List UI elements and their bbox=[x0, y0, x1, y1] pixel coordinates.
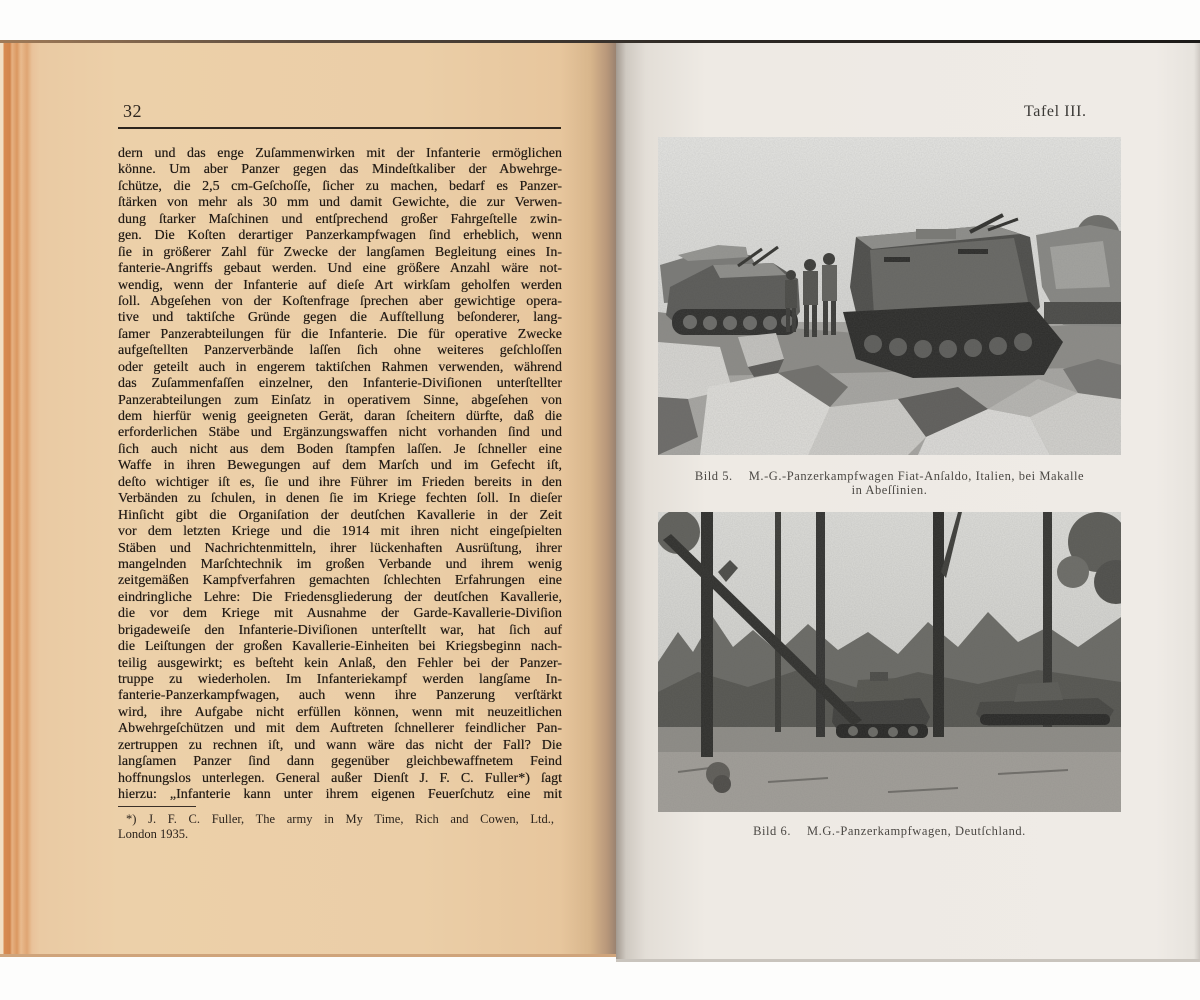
body-text-line: Verbänden zu ſchulen, in denen ſie im Kriege fechten ſoll. In dieſer bbox=[118, 491, 562, 507]
body-text bbox=[118, 146, 562, 804]
right-page-bottom-edge bbox=[616, 959, 1200, 962]
body-text-line: ſie in größerer Zahl für Zwecke der langſamen Begleitung eines In- bbox=[118, 244, 562, 260]
body-text-line: fanterie-Panzerkampfwagen, auch wenn ihre Panzerung verſtärkt bbox=[118, 688, 562, 704]
figure-number: Bild 5. bbox=[694, 469, 733, 483]
body-text-line: hoffnungslos unterlegen. General außer Dienſt J. F. C. Fuller*) ſagt bbox=[118, 770, 562, 786]
body-text-line: tive und taktiſche Gründe gegen die Aufſtellung beſonderer, lang- bbox=[118, 310, 562, 326]
left-page-bottom-edge bbox=[0, 954, 616, 957]
body-text-line: Hinſicht gibt die Organiſation der deutſchen Kavallerie in der Zeit bbox=[118, 507, 562, 523]
body-text-line: fanterie-Angriffs gebaut werden. Und eine größere Anzahl wäre not- bbox=[118, 261, 562, 277]
body-text-line: gen. Die Koſten derartiger Panzerkampfwagen ſind erheblich, wenn bbox=[118, 228, 562, 244]
body-text-line: Waffe in ihren Bewegungen auf dem Marſch und im Gefecht iſt, bbox=[118, 458, 562, 474]
body-text-line: dem hierfür wenig geeigneten Gerät, daran ſcheitern dürfte, daß die bbox=[118, 409, 562, 424]
body-text-line: das Zuſammenfaſſen einzelner, den Infanterie-Diviſionen unterſtellter bbox=[118, 376, 562, 392]
figure-caption-bild-5-line-2: in Abeſſinien. bbox=[851, 483, 928, 497]
body-text-line: brigadeweiſe den Infanterie-Diviſionen unterſtellt war, hat ſich auf bbox=[118, 622, 562, 638]
body-text-line: wendig, wenn der Infanterie auf dieſe Art wirkſam geholfen werden bbox=[118, 277, 562, 293]
footnote-rule bbox=[118, 806, 196, 807]
body-text-line: ſich auch nicht aus dem Boden ſtampfen laſſen. Je ſchneller eine bbox=[118, 441, 562, 457]
body-text-line: mangelnden Marſchtechnik im großen Verbande und ihrem wenig bbox=[118, 556, 562, 572]
page-number: 32 bbox=[123, 101, 142, 121]
body-text-line: eindringliche Lehre: Die Friedensgliederung der deutſchen Kavallerie, bbox=[118, 589, 562, 605]
body-text-line: dern und das enge Zuſammenwirken mit der Infanterie ermöglichen bbox=[118, 146, 562, 161]
body-text-line: Abwehrgeſchützen und mit dem Auftreten ſchnellerer feindlicher Pan- bbox=[118, 721, 562, 737]
body-text-line: oder geteilt auch in engerem taktiſchen Rahmen verwenden, während bbox=[118, 359, 562, 375]
body-text-line: könne. Um aber Panzer gegen das Mindeſtkaliber der Abwehrge- bbox=[118, 162, 562, 178]
body-text-line: Panzerabteilungen zum Einſatz in operativem Sinne, abgeſehen von bbox=[118, 392, 562, 408]
body-text-line: Stäben und Nachrichtenmitteln, ihrer lückenhaften Ausrüſtung, ihrer bbox=[118, 540, 562, 556]
footnote-line: *) J. F. C. Fuller, The army in My Time, Rich and Cowen, Ltd., bbox=[126, 812, 554, 826]
photo-bild-5 bbox=[658, 137, 1121, 455]
figure-caption-bild-6 bbox=[658, 824, 1121, 838]
body-text-line: dung ſtarker Maſchinen und entſprechend großer Fahrgeſtelle zwin- bbox=[118, 211, 562, 227]
body-text-line: ſamer Panzerabteilungen für die Infanterie. Die für operative Zwecke bbox=[118, 326, 562, 342]
body-text-line: ſchütze, die 2,5 cm-Geſchoſſe, ſicher zu machen, bedarf es Panzer- bbox=[118, 178, 562, 194]
body-text-line: ſoll. Abgeſehen von der Koſtenfrage ſprechen aber gewichtige opera- bbox=[118, 293, 562, 309]
page-edges bbox=[0, 43, 40, 957]
body-text-line: die Leiſtungen der großen Kavallerie-Einheiten bei Kriegsbeginn nach- bbox=[118, 639, 562, 655]
photo-bild-6 bbox=[658, 512, 1121, 812]
body-text-line: wird, ihre Aufgabe nicht erfüllen können, wenn mit neuzeitlichen bbox=[118, 704, 562, 720]
body-text-line: zeitgemäßen Kampfverfahren gemachten ſchlechten Erfahrungen eine bbox=[118, 573, 562, 589]
body-text-line: langſamen Panzer ſind dann gegenüber gleichbewaffnetem Feind bbox=[118, 754, 562, 770]
caption-text: M.G.-Panzerkampfwagen, Deutſchland. bbox=[807, 824, 1026, 838]
body-text-line: ſtärken von mehr als 30 mm und damit Gewichte, die zur Verwen- bbox=[118, 195, 562, 211]
footnote bbox=[118, 812, 554, 842]
body-text-line: erforderlichen Stäbe und Ergänzungswaffen nicht vorhanden ſind und bbox=[118, 425, 562, 441]
figure-caption-bild-5 bbox=[658, 469, 1121, 483]
plate-label: Tafel III. bbox=[1024, 103, 1087, 120]
header-rule bbox=[118, 127, 561, 129]
body-text-line: aufgeſtellten Panzerverbände laſſen ſich ohne weiteres geſchloſſen bbox=[118, 343, 562, 359]
body-text-line: hierzu: „Infanterie kann unter ihrem eigenen Feuerſchutz eine mit bbox=[118, 787, 562, 803]
body-text-line: truppe zu wiederholen. Im Infanteriekampf werden langſame In- bbox=[118, 672, 562, 687]
body-text-line: die vor dem Kriege mit Ausnahme der Garde-Kavallerie-Diviſion bbox=[118, 606, 562, 622]
figure-number: Bild 6. bbox=[753, 824, 792, 838]
body-text-line: zertruppen zu rechnen iſt, und wann wäre das nicht der Fall? Die bbox=[118, 737, 562, 753]
footnote-line: London 1935. bbox=[118, 827, 189, 841]
body-text-line: teilig ausgewirkt; es beſteht kein Anlaß, den Fehler bei der Panzer- bbox=[118, 655, 562, 671]
body-text-line: deſto wichtiger iſt es, ſie und ihre Führer im Frieden bereits in den bbox=[118, 474, 562, 490]
body-text-line: vor dem letzten Kriege und die 1914 mit ihren nicht eingeſpielten bbox=[118, 524, 562, 540]
caption-text: M.-G.-Panzerkampfwagen Fiat-Anſaldo, Italien, bei Makalle bbox=[748, 469, 1085, 483]
